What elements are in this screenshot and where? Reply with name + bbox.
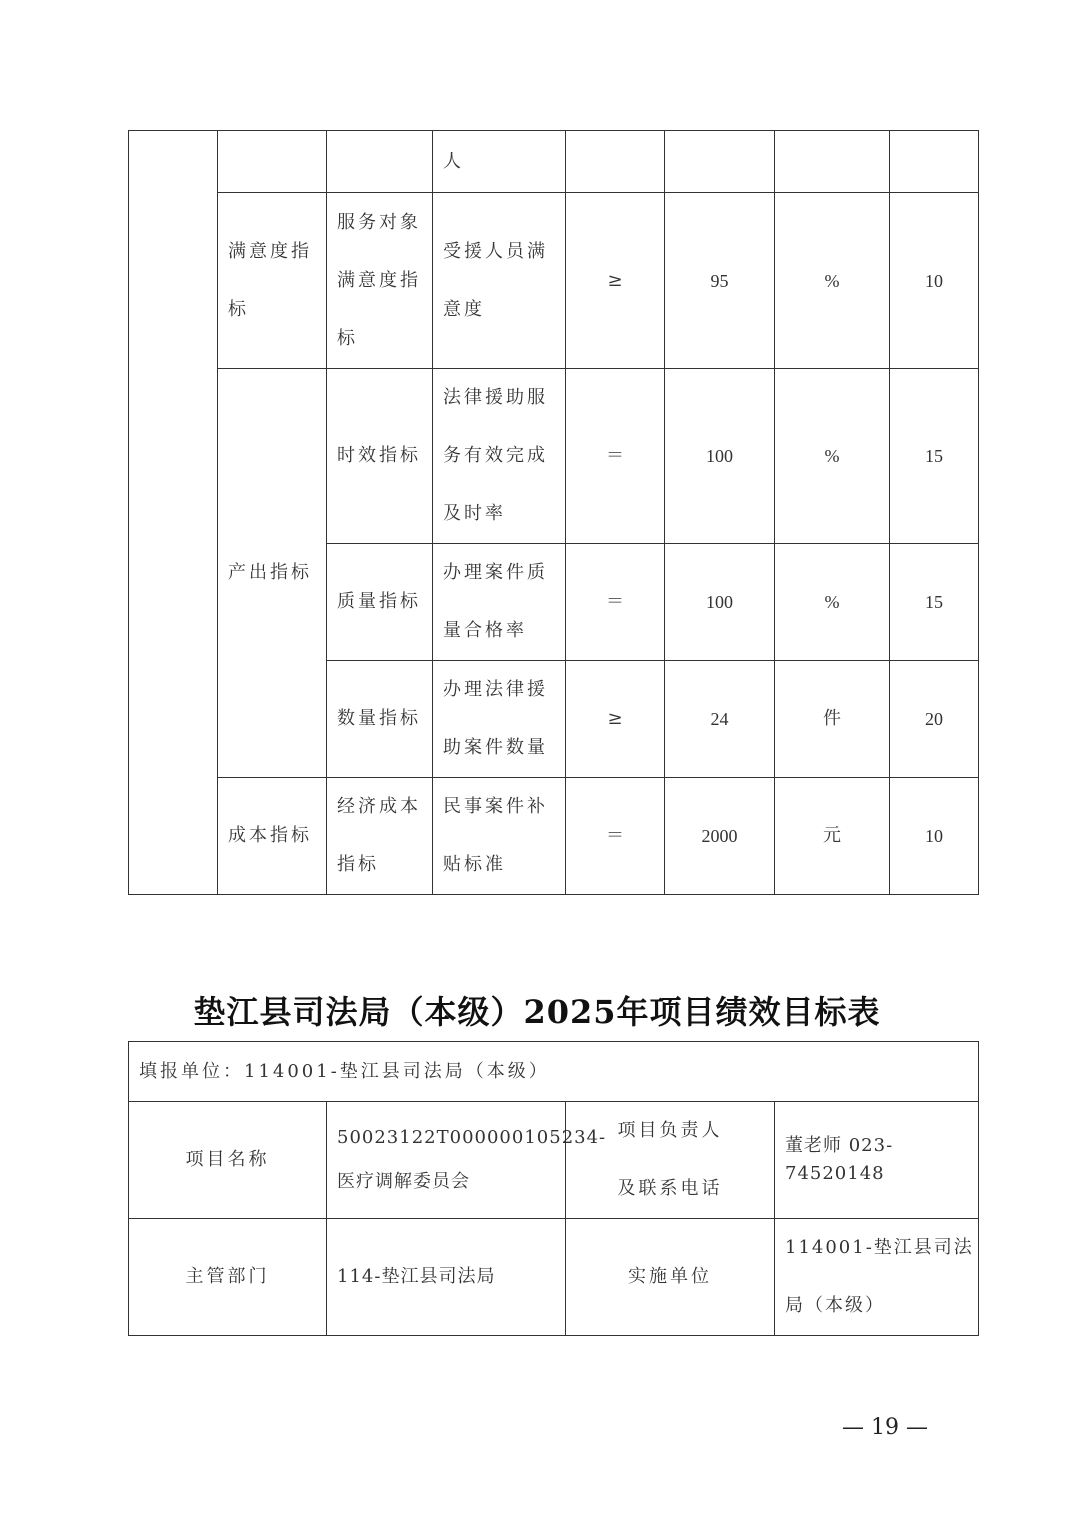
score-cell: 10	[890, 193, 979, 369]
value-cell: 2000	[665, 778, 775, 895]
dept-label: 主管部门	[129, 1219, 327, 1336]
operator-cell: ≥	[566, 661, 665, 778]
operator-cell: ＝	[566, 778, 665, 895]
indicator-cell: 人	[433, 131, 566, 193]
unit-cell: %	[775, 369, 890, 544]
project-name-label: 项目名称	[129, 1102, 327, 1219]
unit-cell: 件	[775, 661, 890, 778]
score-cell	[890, 131, 979, 193]
value-cell: 24	[665, 661, 775, 778]
project-name-value: 50023122T000000105234-医疗调解委员会	[327, 1102, 566, 1219]
page-number: — 19 —	[842, 1415, 928, 1440]
score-cell: 15	[890, 544, 979, 661]
level2-cell: 经济成本指标	[327, 778, 433, 895]
table-row	[129, 1042, 979, 1102]
level2-cell	[327, 131, 433, 193]
unit-cell	[775, 131, 890, 193]
table-row	[129, 1102, 979, 1219]
score-cell: 10	[890, 778, 979, 895]
filing-unit: 填报单位：114001-垫江县司法局（本级）	[129, 1042, 979, 1102]
operator-cell: ≥	[566, 193, 665, 369]
table-row	[129, 369, 979, 544]
table-row	[129, 131, 979, 193]
performance-indicator-table	[128, 130, 979, 895]
indicator-cell: 受援人员满意度	[433, 193, 566, 369]
level2-cell: 时效指标	[327, 369, 433, 544]
value-cell: 100	[665, 544, 775, 661]
table-row	[129, 193, 979, 369]
level1-cell: 成本指标	[218, 778, 327, 895]
operator-cell	[566, 131, 665, 193]
contact-value: 董老师 023-74520148	[775, 1102, 979, 1219]
level0-cell	[129, 131, 218, 895]
indicator-cell: 法律援助服务有效完成及时率	[433, 369, 566, 544]
score-cell: 20	[890, 661, 979, 778]
impl-label: 实施单位	[566, 1219, 775, 1336]
level1-cell	[218, 131, 327, 193]
dept-value: 114-垫江县司法局	[327, 1219, 566, 1336]
page-title: 垫江县司法局（本级）2025年项目绩效目标表	[193, 993, 881, 1031]
level2-cell: 质量指标	[327, 544, 433, 661]
operator-cell: ＝	[566, 369, 665, 544]
value-cell: 100	[665, 369, 775, 544]
score-cell: 15	[890, 369, 979, 544]
level2-cell: 服务对象满意度指标	[327, 193, 433, 369]
indicator-cell: 办理法律援助案件数量	[433, 661, 566, 778]
project-info-table	[128, 1041, 979, 1336]
table-row	[129, 778, 979, 895]
level1-cell: 产出指标	[218, 369, 327, 778]
unit-cell: %	[775, 544, 890, 661]
table-row	[129, 1219, 979, 1336]
value-cell: 95	[665, 193, 775, 369]
indicator-cell: 办理案件质量合格率	[433, 544, 566, 661]
contact-label: 项目负责人及联系电话	[566, 1102, 775, 1219]
level2-cell: 数量指标	[327, 661, 433, 778]
unit-cell: 元	[775, 778, 890, 895]
unit-cell: %	[775, 193, 890, 369]
impl-value: 114001-垫江县司法局（本级）	[775, 1219, 979, 1336]
value-cell	[665, 131, 775, 193]
operator-cell: ＝	[566, 544, 665, 661]
indicator-cell: 民事案件补贴标准	[433, 778, 566, 895]
level1-cell: 满意度指标	[218, 193, 327, 369]
